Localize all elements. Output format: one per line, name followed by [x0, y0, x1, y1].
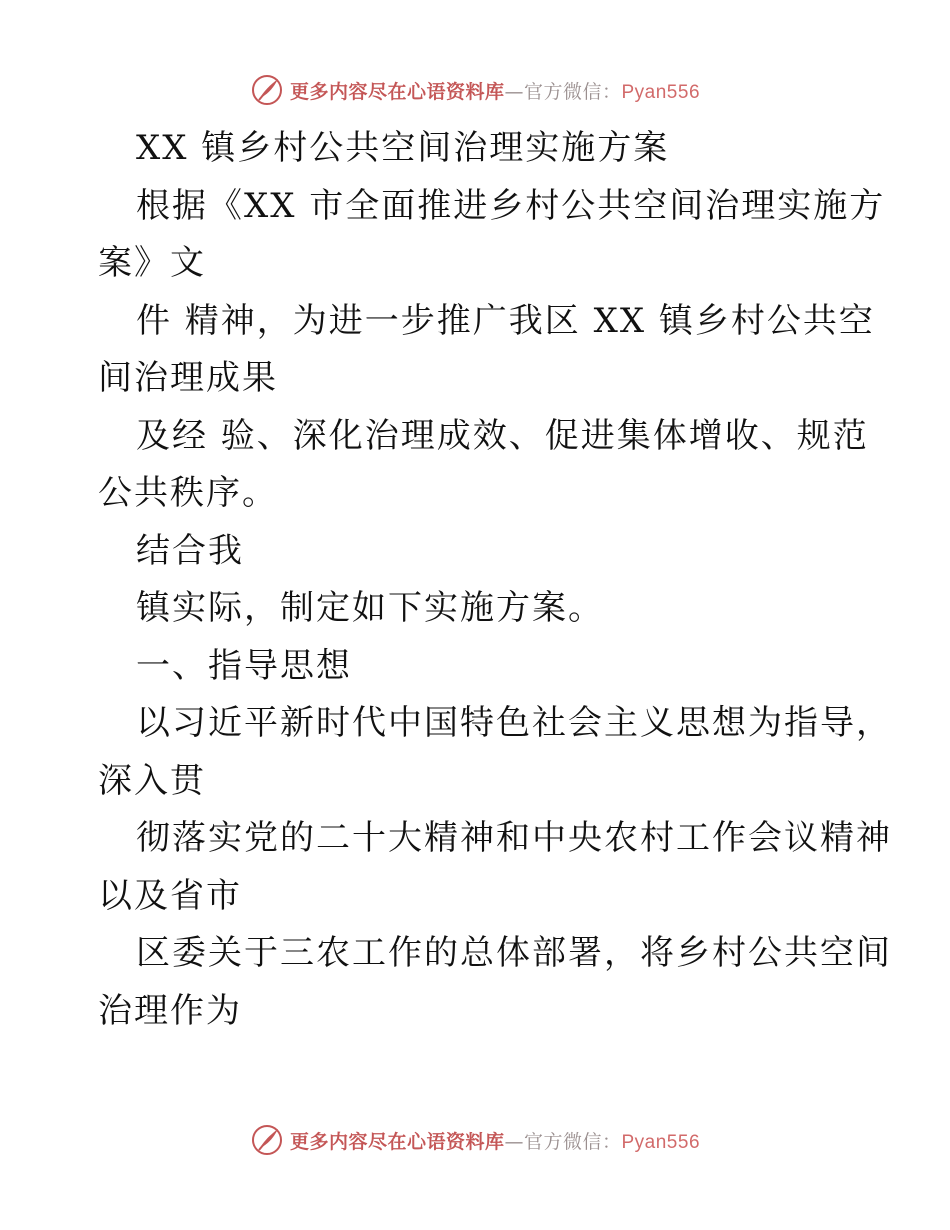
doc-line: 件 精神，为进一步推广我区 XX 镇乡村公共空 [136, 300, 875, 341]
doc-line: 公共秩序。 [98, 473, 278, 513]
doc-line: 彻落实党的二十大精神和中央农村工作会议精神 [136, 818, 892, 858]
watermark-wechat-label: 官方微信： [523, 80, 622, 103]
watermark-wechat-label: 官方微信： [523, 1130, 622, 1153]
header-watermark [0, 72, 950, 108]
watermark-wechat-id: Pyan556 [621, 1131, 701, 1153]
quill-logo-icon [250, 73, 284, 107]
watermark-dash: — [504, 80, 524, 103]
document-body [98, 120, 892, 1040]
doc-line: 区委关于三农工作的总体部署，将乡村公共空间 [136, 933, 892, 973]
quill-logo-icon [250, 1123, 284, 1157]
section-heading: 一、指导思想 [136, 645, 352, 686]
watermark-site: 更多内容尽在心语资料库 [289, 1130, 505, 1153]
doc-line: 案》文 [98, 243, 206, 283]
doc-line: 以及省市 [98, 875, 242, 916]
doc-line: 结合我 [136, 530, 244, 571]
doc-line: 深入贯 [98, 760, 206, 801]
doc-title: XX 镇乡村公共空间治理实施方案 [136, 128, 670, 168]
watermark-text [290, 1127, 700, 1154]
watermark-dash: — [504, 1130, 524, 1153]
doc-line: 治理作为 [98, 990, 242, 1031]
doc-line: 及经 验、深化治理成效、促进集体增收、规范 [136, 415, 869, 456]
doc-line: 间治理成果 [98, 358, 278, 398]
watermark-site: 更多内容尽在心语资料库 [289, 80, 505, 103]
watermark-wechat-id: Pyan556 [621, 81, 701, 103]
doc-line: 根据《XX 市全面推进乡村公共空间治理实施方 [136, 185, 886, 226]
footer-watermark [0, 1122, 950, 1158]
doc-line: 镇实际，制定如下实施方案。 [136, 588, 604, 628]
watermark-text [290, 77, 700, 104]
doc-line: 以习近平新时代中国特色社会主义思想为指导， [136, 703, 892, 743]
